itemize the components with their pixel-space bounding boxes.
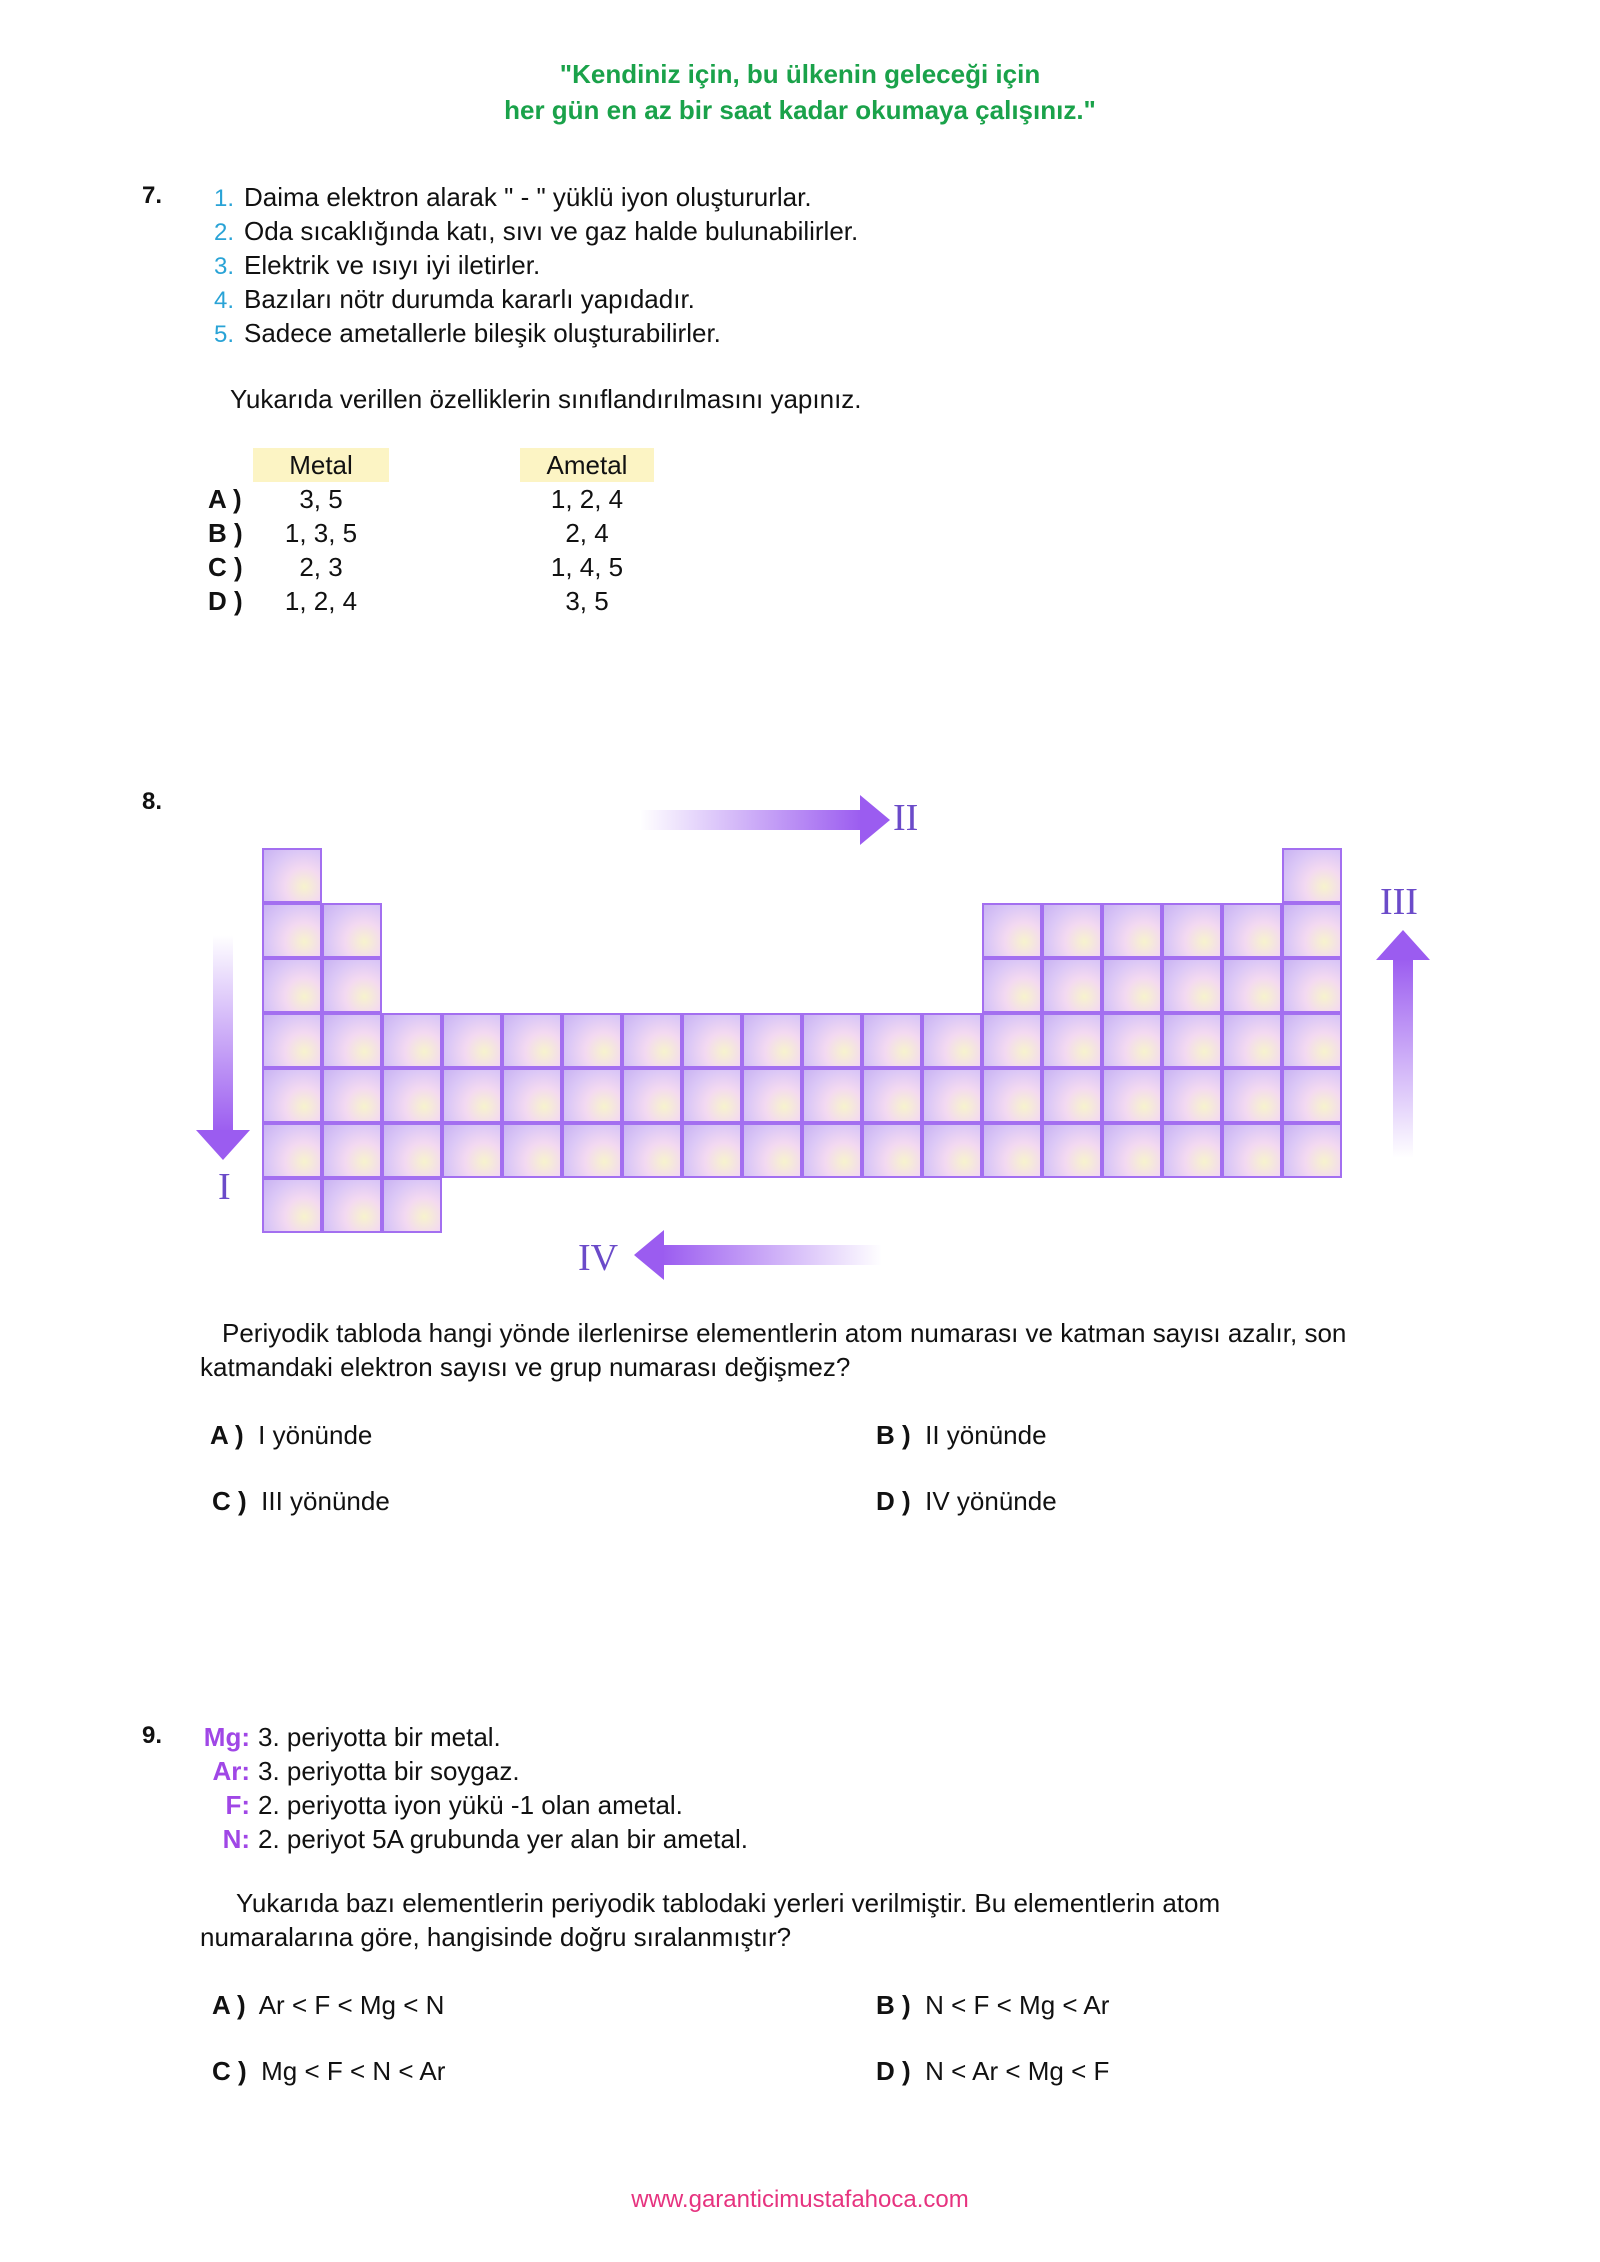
q9-option-a-text: Ar < F < Mg < N — [258, 1990, 445, 2020]
q8-option-d[interactable] — [876, 1484, 1057, 1518]
q9-option-c-letter: C ) — [212, 2056, 247, 2086]
arrow-label-iv: IV — [578, 1237, 619, 1279]
q9-question-line-2: numaralarına göre, hangisinde doğru sıralanmıştır? — [200, 1922, 792, 1952]
q8-option-a[interactable] — [210, 1418, 372, 1452]
q8-option-c-letter: C ) — [212, 1486, 247, 1516]
motto-line-2: her gün en az bir saat kadar okumaya çalışınız." — [504, 95, 1096, 125]
q9-option-d[interactable] — [876, 2054, 1109, 2088]
q9-option-a[interactable] — [212, 1988, 444, 2022]
q7-item-5-text: Sadece ametallerle bileşik oluşturabilirler. — [244, 318, 721, 348]
arrow-i-down — [196, 935, 250, 1160]
question-7-number: 7. — [142, 182, 163, 209]
q9-symbol-n: N: — [222, 1824, 250, 1854]
q7-option-a-metal: 3, 5 — [299, 484, 343, 514]
q7-option-b-letter[interactable]: B ) — [208, 518, 243, 548]
q7-item-2-text: Oda sıcaklığında katı, sıvı ve gaz halde bulunabilirler. — [244, 216, 859, 246]
q7-item-5-num: 5. — [214, 321, 235, 348]
q9-option-c-text: Mg < F < N < Ar — [261, 2056, 446, 2086]
q7-option-a-letter[interactable]: A ) — [208, 484, 242, 514]
q8-option-d-text: IV yönünde — [925, 1486, 1057, 1516]
q9-option-b-letter: B ) — [876, 1990, 911, 2020]
q9-option-a-letter: A ) — [212, 1990, 246, 2020]
motto-line-1: "Kendiniz için, bu ülkenin geleceği için — [559, 59, 1041, 89]
arrow-label-iii: III — [1380, 881, 1418, 923]
q7-item-3-text: Elektrik ve ısıyı iyi iletirler. — [244, 250, 541, 280]
arrow-label-ii: II — [893, 797, 919, 839]
arrow-ii-right — [640, 795, 890, 845]
q7-question: Yukarıda verillen özelliklerin sınıflandırılmasını yapınız. — [230, 384, 862, 414]
q7-col-ametal: Ametal — [520, 448, 654, 482]
q9-text-ar: 3. periyotta bir soygaz. — [258, 1756, 520, 1786]
footer-url[interactable]: www.garanticimustafahoca.com — [631, 2186, 969, 2213]
q8-option-d-letter: D ) — [876, 1486, 911, 1516]
q9-symbol-mg: Mg: — [203, 1722, 250, 1752]
q8-option-b[interactable] — [876, 1418, 1047, 1452]
q9-option-d-text: N < Ar < Mg < F — [925, 2056, 1110, 2086]
q7-option-b-metal: 1, 3, 5 — [284, 518, 358, 548]
arrow-iii-up — [1376, 930, 1430, 1158]
q7-option-c-letter[interactable]: C ) — [208, 552, 243, 582]
q9-text-n: 2. periyot 5A grubunda yer alan bir ametal. — [258, 1824, 748, 1854]
question-9-number: 9. — [142, 1722, 163, 1749]
arrow-label-i: I — [218, 1166, 231, 1208]
q8-question-line-1: Periyodik tabloda hangi yönde ilerlenirse elementlerin atom numarası ve katman sayısı azalır, son — [222, 1318, 1347, 1348]
q9-symbol-ar: Ar: — [212, 1756, 250, 1786]
q7-item-4-text: Bazıları nötr durumda kararlı yapıdadır. — [244, 284, 695, 314]
q9-option-d-letter: D ) — [876, 2056, 911, 2086]
q8-question-line-2: katmandaki elektron sayısı ve grup numarası değişmez? — [200, 1352, 851, 1382]
q7-option-c-metal: 2, 3 — [299, 552, 343, 582]
q7-item-4-num: 4. — [214, 287, 235, 314]
q9-option-c[interactable] — [212, 2054, 445, 2088]
q9-symbol-f: F: — [225, 1790, 250, 1820]
q7-option-d-ametal: 3, 5 — [565, 586, 609, 616]
q9-option-b[interactable] — [876, 1988, 1109, 2022]
q9-option-b-text: N < F < Mg < Ar — [925, 1990, 1110, 2020]
q7-option-d-metal: 1, 2, 4 — [284, 586, 358, 616]
q7-item-3-num: 3. — [214, 253, 235, 280]
q7-item-1-num: 1. — [214, 185, 235, 212]
q9-text-f: 2. periyotta iyon yükü -1 olan ametal. — [258, 1790, 683, 1820]
q7-option-a-ametal: 1, 2, 4 — [550, 484, 624, 514]
q8-option-a-letter: A ) — [210, 1420, 244, 1450]
q7-col-metal: Metal — [253, 448, 389, 482]
q9-question-line-1: Yukarıda bazı elementlerin periyodik tablodaki yerleri verilmiştir. Bu elementlerin atom — [236, 1888, 1221, 1918]
q7-option-d-letter[interactable]: D ) — [208, 586, 243, 616]
q8-option-c-text: III yönünde — [261, 1486, 390, 1516]
q7-option-c-ametal: 1, 4, 5 — [550, 552, 624, 582]
q8-option-a-text: I yönünde — [258, 1420, 373, 1450]
q9-text-mg: 3. periyotta bir metal. — [258, 1722, 501, 1752]
question-8-number: 8. — [142, 788, 163, 815]
q7-item-1-text: Daima elektron alarak " - " yüklü iyon oluştururlar. — [244, 182, 812, 212]
q8-option-b-letter: B ) — [876, 1420, 911, 1450]
q7-item-2-num: 2. — [214, 219, 235, 246]
arrow-iv-left — [634, 1230, 882, 1280]
q8-option-c[interactable] — [212, 1484, 390, 1518]
q7-option-b-ametal: 2, 4 — [565, 518, 609, 548]
q8-option-b-text: II yönünde — [925, 1420, 1047, 1450]
